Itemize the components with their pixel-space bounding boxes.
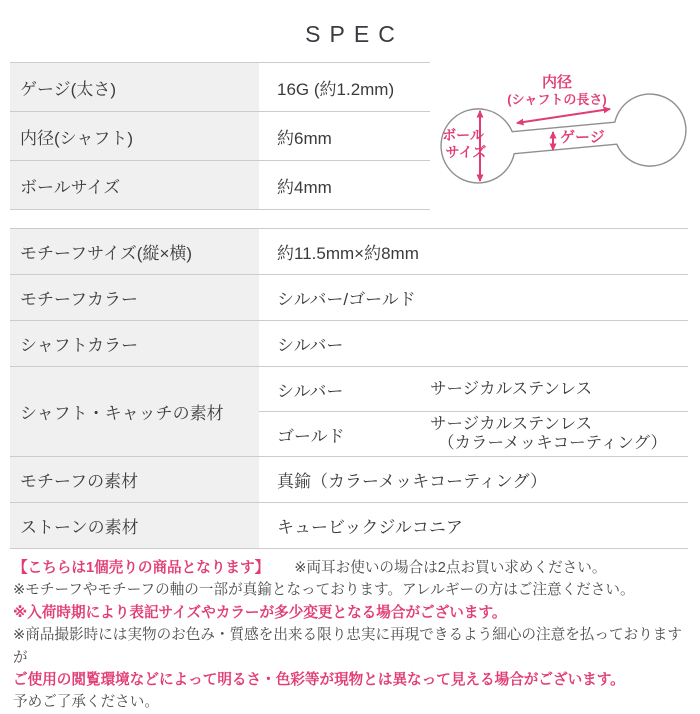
- row-value: 16G (約1.2mm): [277, 79, 395, 99]
- page-title: SPEC: [305, 21, 404, 47]
- row-value: 真鍮（カラーメッキコーティング）: [277, 472, 547, 491]
- row-label: モチーフの素材: [10, 457, 259, 502]
- table-row-motif-color: [10, 274, 688, 320]
- note-line-size-change: ※入荷時期により表記サイズやカラーが多少変更となる場合がございます。: [13, 604, 507, 621]
- note-line-understanding: 予めご了承ください。: [13, 694, 159, 711]
- size-spec-table: [10, 62, 430, 210]
- table-row-motif-material: [10, 456, 688, 502]
- footer-notes: [13, 557, 695, 714]
- row-value: キュービックジルコニア: [277, 518, 463, 537]
- variant-name: ゴールド: [277, 426, 345, 446]
- variant-material-text: サージカルステンレス: [430, 379, 593, 398]
- table-row-shaft-catch-material: [10, 366, 688, 456]
- inner-diameter-label: 内径: [541, 74, 573, 91]
- row-label: モチーフカラー: [10, 275, 259, 320]
- row-label: シャフトカラー: [10, 321, 259, 366]
- gauge-label: ゲージ: [560, 129, 605, 146]
- material-spec-table: [10, 228, 688, 549]
- variant-material: [430, 380, 592, 399]
- note-line-photo-accuracy: ※商品撮影時には実物のお色み・質感を出来る限り忠実に再現できるよう細心の注意を払っておりますが: [13, 627, 682, 666]
- table-row-shaft-color: [10, 320, 688, 366]
- row-value: 約6mm: [277, 128, 332, 148]
- material-variants: [259, 367, 688, 456]
- row-label: 内径(シャフト): [10, 112, 259, 160]
- barbell-measurement-diagram: [430, 55, 700, 205]
- note-line-single-item: [13, 557, 695, 579]
- table-row-ball-size: [10, 160, 430, 209]
- row-label: ゲージ(太さ): [10, 63, 259, 111]
- inner-diameter-arrow: [517, 109, 610, 123]
- note-line-brass-allergy: ※モチーフやモチーフの軸の一部が真鍮となっております。アレルギーの方はご注意ください。: [13, 582, 635, 599]
- inner-diameter-label-sub: (シャフトの長さ): [507, 92, 607, 107]
- variant-material: [430, 415, 667, 453]
- note-line-display-difference: ご使用の閲覧環境などによって明るさ・色彩等が現物とは異なって見える場合がございます。: [13, 672, 625, 689]
- table-row-stone-material: [10, 502, 688, 548]
- row-label: ストーンの素材: [10, 503, 259, 548]
- row-label: シャフト・キャッチの素材: [10, 367, 259, 456]
- row-label: ボールサイズ: [10, 161, 259, 209]
- note-highlight: 【こちらは1個売りの商品となります】: [13, 560, 270, 576]
- material-variant-gold: [259, 411, 688, 456]
- variant-name: シルバー: [277, 381, 344, 401]
- note-text: ※両耳お使いの場合は2点お買い求めください。: [294, 560, 607, 576]
- ball-size-label: ボール: [442, 127, 484, 143]
- row-value: 約11.5mm×約8mm: [277, 244, 419, 263]
- variant-material-note: （カラーメッキコーティング）: [438, 434, 668, 452]
- row-value: 約4mm: [277, 177, 332, 197]
- table-row-motif-size: [10, 228, 688, 274]
- table-row-inner-diameter: [10, 111, 430, 160]
- row-label: モチーフサイズ(縦×横): [10, 229, 259, 274]
- ball-size-label-sub: サイズ: [445, 144, 487, 160]
- variant-material-text: サージカルステンレス: [430, 415, 593, 433]
- material-variant-silver: [259, 367, 688, 411]
- row-value: シルバー: [277, 336, 344, 355]
- row-value: シルバー/ゴールド: [277, 290, 416, 309]
- table-row-gauge: [10, 62, 430, 111]
